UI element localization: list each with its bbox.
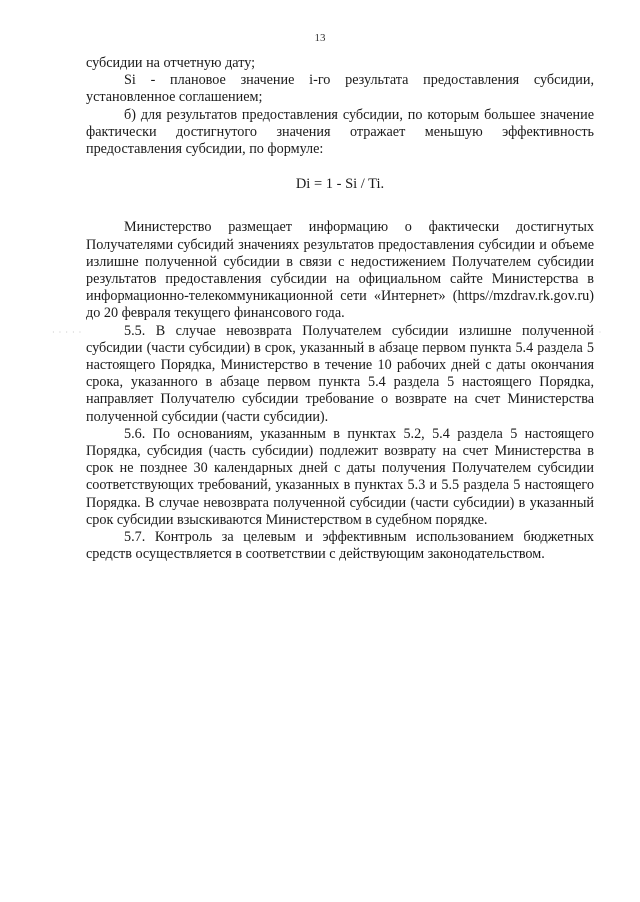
paragraph-5-7: 5.7. Контроль за целевым и эффективным использованием бюджетных средств осуществляется в соответствии с действующим законодательством. [86,529,594,563]
page-number: 13 [314,32,326,44]
scan-artifact-left: · · · · · [52,328,83,337]
paragraph-5-5: 5.5. В случае невозврата Получателем субсидии излишне полученной субсидии (части субсидии) в срок, указанный в абзаце первом пункта 5.4 раздела 5 настоящего Порядка, Министерство в течение 10 рабочих дней с даты окончания срока, указанного в абзаце первом пункта 5.4 раздела 5 настоящего Порядка, направляет Получателю субсидии требование о возврате на счет Министерства полученной субсидии (части субсидии). [86,322,594,425]
paragraph-2: Si - плановое значение i-го результата предоставления субсидии, установленное соглашением; [86,72,594,106]
formula: Di = 1 - Si / Ti. [295,176,385,193]
paragraph-3: б) для результатов предоставления субсидии, по которым большее значение фактически достигнутого значения отражает меньшую эффективность предоставления субсидии, по формуле: [86,106,594,158]
document-body [86,55,594,563]
paragraph-publication: Министерство размещает информацию о фактически достигнутых Получателями субсидий значениях результатов предоставления субсидии и объеме излишне полученной субсидии в связи с недостижением Получателем субсидии результатов предоставления субсидии на официальном сайте Министерства в информационно-телекоммуникационной сети «Интернет» (https//mzdrav.rk.gov.ru) до 20 февраля текущего финансового года. [86,219,594,322]
paragraph-1: субсидии на отчетную дату; [86,55,256,71]
scan-artifact-right: · · [592,328,603,337]
paragraph-5-6: 5.6. По основаниям, указанным в пунктах 5.2, 5.4 раздела 5 настоящего Порядка, субсидия (часть субсидии) подлежит возврату на счет Министерства в срок не позднее 30 календарных дней с даты получения Получателем субсидии соответствующих требований, указанных в пунктах 5.3 и 5.5 раздела 5 настоящего Порядка. В случае невозврата полученной субсидии (части субсидии) в указанный срок субсидии взыскиваются Министерством в судебном порядке. [86,425,594,528]
